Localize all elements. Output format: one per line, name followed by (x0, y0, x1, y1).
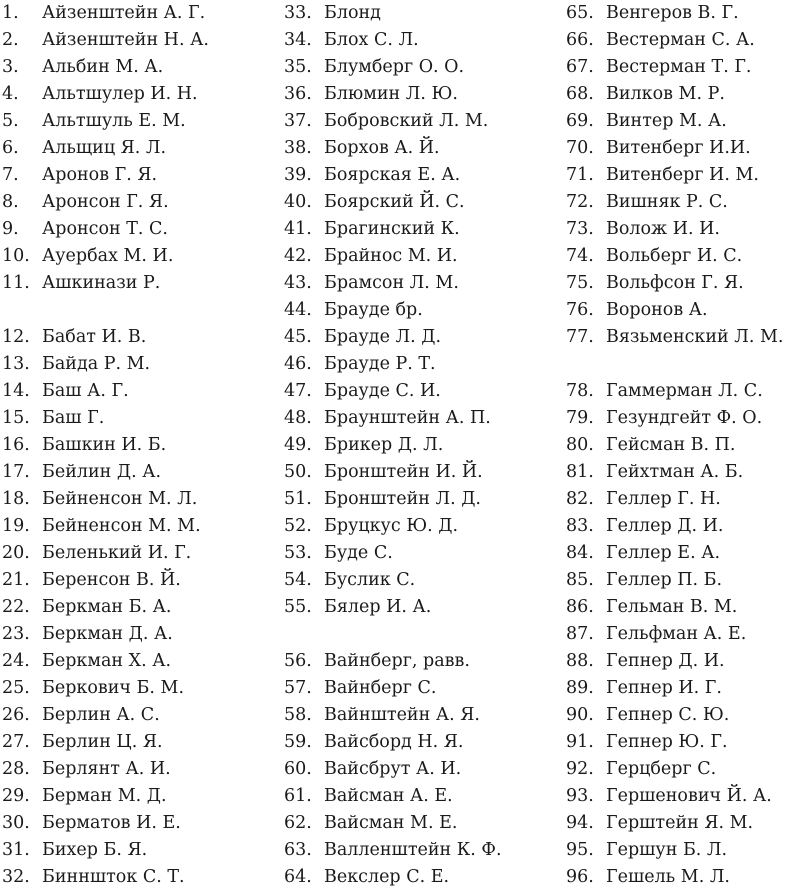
list-item-name: Боярская Е. А. (324, 165, 461, 185)
list-item (566, 324, 783, 351)
list-item (2, 27, 209, 54)
list-item-number: 42. (284, 246, 312, 266)
list-item-number: 25. (2, 678, 30, 698)
list-item-name: Вольберг И. С. (606, 246, 743, 266)
list-item-number: 51. (284, 489, 312, 509)
list-item-name: Бронштейн Л. Д. (324, 489, 481, 509)
list-item-name: Берлин А. С. (42, 705, 160, 725)
list-item-number: 10. (2, 246, 30, 266)
list-item-number: 44. (284, 300, 312, 320)
list-item-number: 94. (566, 813, 594, 833)
list-item (2, 405, 104, 432)
list-item-number: 68. (566, 84, 594, 104)
list-item-name: Блюмин Л. Ю. (324, 84, 458, 104)
list-item-number: 57. (284, 678, 312, 698)
list-item-name: Бруцкус Ю. Д. (324, 516, 459, 536)
list-item (566, 432, 736, 459)
list-item-name: Брикер Д. Л. (324, 435, 444, 455)
list-item (284, 162, 460, 189)
list-item-number: 95. (566, 840, 594, 860)
list-item-name: Гаммерман Л. С. (606, 381, 763, 401)
list-item-name: Беркман Б. А. (42, 597, 172, 617)
list-item (284, 594, 431, 621)
list-item-name: Бинншток С. Т. (42, 867, 185, 887)
list-item-number: 64. (284, 867, 312, 887)
list-item-name: Байда Р. М. (42, 354, 151, 374)
list-item (566, 837, 727, 864)
list-item-name: Берматов И. Е. (42, 813, 181, 833)
list-item-number: 36. (284, 84, 312, 104)
list-item-number: 67. (566, 57, 594, 77)
list-item-number: 87. (566, 624, 594, 644)
list-item (2, 189, 169, 216)
list-item (284, 0, 381, 27)
list-item (284, 54, 464, 81)
list-item-name: Браунштейн А. П. (324, 408, 491, 428)
list-item-number: 60. (284, 759, 312, 779)
list-item (284, 378, 441, 405)
list-item-number: 47. (284, 381, 312, 401)
list-item-name: Вестерман С. А. (606, 30, 755, 50)
list-item-number: 80. (566, 435, 594, 455)
list-item (284, 702, 480, 729)
list-item-name: Беркович Б. М. (42, 678, 185, 698)
list-item-name: Айзенштейн Н. А. (42, 30, 209, 50)
list-item-number: 70. (566, 138, 594, 158)
list-item (566, 216, 720, 243)
list-item-name: Альтшулер И. Н. (42, 84, 198, 104)
list-item (566, 729, 728, 756)
list-item-number: 93. (566, 786, 594, 806)
list-item-number: 92. (566, 759, 594, 779)
list-item-name: Герцберг С. (606, 759, 717, 779)
list-item-number: 28. (2, 759, 30, 779)
list-item-name: Вайсман М. Е. (324, 813, 458, 833)
list-item-number: 30. (2, 813, 30, 833)
list-item (2, 729, 163, 756)
list-item-name: Воронов А. (606, 300, 708, 320)
list-item (566, 297, 708, 324)
list-item-number: 8. (2, 192, 19, 212)
list-item-name: Гейхтман А. Б. (606, 462, 744, 482)
list-item-number: 18. (2, 489, 30, 509)
list-item-name: Альбин М. А. (42, 57, 164, 77)
list-item-number: 63. (284, 840, 312, 860)
list-item (284, 243, 458, 270)
list-item-number: 32. (2, 867, 30, 887)
list-item (284, 270, 459, 297)
list-item-name: Гейсман В. П. (606, 435, 736, 455)
list-item-name: Вязьменский Л. М. (606, 327, 784, 347)
list-item-name: Вайнберг С. (324, 678, 437, 698)
list-item (566, 108, 727, 135)
list-item-number: 15. (2, 408, 30, 428)
list-item-number: 83. (566, 516, 594, 536)
list-item-name: Бихер Б. Я. (42, 840, 148, 860)
list-item-number: 14. (2, 381, 30, 401)
list-item-name: Векслер С. Е. (324, 867, 450, 887)
list-item-number: 58. (284, 705, 312, 725)
list-item-number: 22. (2, 597, 30, 617)
list-item-name: Геллер Г. Н. (606, 489, 721, 509)
list-item-name: Борхов А. Й. (324, 138, 440, 158)
list-item-number: 21. (2, 570, 30, 590)
list-item (2, 621, 173, 648)
list-item (566, 54, 751, 81)
list-item-name: Аронсон Т. С. (42, 219, 168, 239)
list-item (284, 81, 458, 108)
list-item-name: Вестерман Т. Г. (606, 57, 752, 77)
list-item (2, 675, 184, 702)
list-item-name: Брауде Л. Д. (324, 327, 442, 347)
list-item-name: Башкин И. Б. (42, 435, 167, 455)
list-item (2, 459, 161, 486)
list-item-number: 13. (2, 354, 30, 374)
list-item-name: Аронсон Г. Я. (42, 192, 169, 212)
list-item-number: 16. (2, 435, 30, 455)
list-item-name: Вилков М. Р. (606, 84, 725, 104)
list-item-name: Айзенштейн А. Г. (42, 3, 206, 23)
list-item (2, 54, 163, 81)
list-item-number: 2. (2, 30, 19, 50)
list-item-number: 54. (284, 570, 312, 590)
list-item-name: Вайсбрут А. И. (324, 759, 462, 779)
list-item-name: Брайнос М. И. (324, 246, 458, 266)
list-item-number: 46. (284, 354, 312, 374)
list-item-number: 26. (2, 705, 30, 725)
list-item-number: 71. (566, 165, 594, 185)
list-item-number: 61. (284, 786, 312, 806)
list-item (2, 324, 146, 351)
list-item (566, 27, 755, 54)
list-item (566, 162, 759, 189)
list-item-number: 96. (566, 867, 594, 887)
list-item (2, 162, 157, 189)
list-item-number: 59. (284, 732, 312, 752)
list-item (2, 135, 166, 162)
list-item (2, 810, 181, 837)
list-item-name: Боярский Й. С. (324, 192, 465, 212)
list-item (2, 783, 167, 810)
list-item-number: 77. (566, 327, 594, 347)
list-item-name: Блох С. Л. (324, 30, 419, 50)
list-item-name: Буде С. (324, 543, 393, 563)
list-item (566, 675, 722, 702)
list-item-number: 9. (2, 219, 19, 239)
list-item-number: 48. (284, 408, 312, 428)
list-item (2, 567, 181, 594)
list-item-name: Беркман Х. А. (42, 651, 172, 671)
list-item-number: 6. (2, 138, 19, 158)
list-item (566, 621, 746, 648)
list-item (566, 0, 739, 27)
list-item (566, 81, 725, 108)
list-item-name: Брауде бр. (324, 300, 423, 320)
list-item-name: Берлянт А. И. (42, 759, 171, 779)
list-item (566, 270, 744, 297)
list-item-number: 1. (2, 3, 19, 23)
list-item-name: Беркман Д. А. (42, 624, 173, 644)
list-item (566, 486, 721, 513)
list-item (566, 540, 720, 567)
list-item-name: Гельман В. М. (606, 597, 738, 617)
list-item-name: Гепнер Ю. Г. (606, 732, 728, 752)
list-item (566, 189, 728, 216)
list-item-name: Брауде Р. Т. (324, 354, 436, 374)
list-item-name: Берман М. Д. (42, 786, 167, 806)
list-item-name: Вайсман А. Е. (324, 786, 453, 806)
list-item-name: Беленький И. Г. (42, 543, 192, 563)
list-item-number: 37. (284, 111, 312, 131)
list-item-name: Витенберг И. М. (606, 165, 759, 185)
list-item-number: 56. (284, 651, 312, 671)
list-item (566, 756, 716, 783)
list-item-name: Венгеров В. Г. (606, 3, 739, 23)
list-item (2, 594, 171, 621)
list-item (284, 729, 463, 756)
list-item (566, 459, 743, 486)
list-item (284, 405, 491, 432)
list-item (284, 837, 502, 864)
list-item (566, 648, 725, 675)
list-item-number: 49. (284, 435, 312, 455)
list-item-number: 50. (284, 462, 312, 482)
list-item-number: 23. (2, 624, 30, 644)
list-item (566, 135, 751, 162)
list-item-name: Гепнер С. Ю. (606, 705, 730, 725)
list-item (284, 810, 457, 837)
list-item (2, 756, 171, 783)
list-item (2, 378, 129, 405)
list-item-name: Гепнер И. Г. (606, 678, 722, 698)
list-item-number: 5. (2, 111, 19, 131)
list-item-name: Геллер П. Б. (606, 570, 723, 590)
list-item-number: 19. (2, 516, 30, 536)
list-item-name: Бабат И. В. (42, 327, 147, 347)
list-item-number: 38. (284, 138, 312, 158)
list-item-number: 53. (284, 543, 312, 563)
list-item-name: Бейненсон М. Л. (42, 489, 198, 509)
list-item-number: 34. (284, 30, 312, 50)
list-item-name: Гезундгейт Ф. О. (606, 408, 763, 428)
list-item-name: Бялер И. А. (324, 597, 432, 617)
list-item (284, 513, 458, 540)
list-item (2, 108, 186, 135)
list-item (2, 216, 168, 243)
list-item-name: Буслик С. (324, 570, 416, 590)
list-item-name: Волож И. И. (606, 219, 720, 239)
list-item-name: Вайсборд Н. Я. (324, 732, 464, 752)
list-item-number: 91. (566, 732, 594, 752)
list-item-number: 40. (284, 192, 312, 212)
list-item-number: 24. (2, 651, 30, 671)
list-item-number: 12. (2, 327, 30, 347)
list-item-name: Валленштейн К. Ф. (324, 840, 502, 860)
list-item (2, 243, 173, 270)
list-item-name: Вайнберг, равв. (324, 651, 470, 671)
list-item-name: Бейлин Д. А. (42, 462, 162, 482)
list-item-name: Брагинский К. (324, 219, 460, 239)
list-item-name: Альщиц Я. Л. (42, 138, 167, 158)
list-item-name: Вишняк Р. С. (606, 192, 728, 212)
list-item (284, 459, 483, 486)
list-item (284, 351, 436, 378)
list-item-number: 82. (566, 489, 594, 509)
list-item (566, 513, 723, 540)
list-item-name: Берлин Ц. Я. (42, 732, 163, 752)
list-item-number: 74. (566, 246, 594, 266)
list-item-name: Геллер Е. А. (606, 543, 721, 563)
list-item (284, 756, 461, 783)
list-item-name: Гершун Б. Л. (606, 840, 728, 860)
list-item-number: 90. (566, 705, 594, 725)
list-item-name: Брауде С. И. (324, 381, 441, 401)
list-item-number: 39. (284, 165, 312, 185)
list-item-name: Бронштейн И. Й. (324, 462, 483, 482)
list-item (284, 675, 436, 702)
list-item-number: 29. (2, 786, 30, 806)
list-item (566, 702, 729, 729)
list-item-number: 66. (566, 30, 594, 50)
list-item-number: 41. (284, 219, 312, 239)
list-item-number: 76. (566, 300, 594, 320)
list-item-number: 35. (284, 57, 312, 77)
list-item-number: 17. (2, 462, 30, 482)
list-item-number: 4. (2, 84, 19, 104)
list-item (2, 432, 166, 459)
list-item-number: 72. (566, 192, 594, 212)
list-item-name: Винтер М. А. (606, 111, 727, 131)
list-item-name: Гепнер Д. И. (606, 651, 725, 671)
list-item-number: 55. (284, 597, 312, 617)
list-item-name: Гершенович Й. А. (606, 786, 772, 806)
list-item-number: 62. (284, 813, 312, 833)
list-item-number: 69. (566, 111, 594, 131)
list-item-name: Блонд (324, 3, 381, 23)
list-item (2, 81, 198, 108)
list-item (284, 108, 488, 135)
list-item-number: 11. (2, 273, 30, 293)
list-item (2, 702, 160, 729)
list-item-number: 45. (284, 327, 312, 347)
list-item-name: Ауербах М. И. (42, 246, 174, 266)
list-item (566, 405, 762, 432)
list-item-name: Витенберг И.И. (606, 138, 751, 158)
list-item-number: 65. (566, 3, 594, 23)
list-item (2, 0, 205, 27)
list-item (566, 378, 763, 405)
list-item (2, 513, 201, 540)
list-item-name: Альтшуль Е. М. (42, 111, 186, 131)
list-item (2, 486, 197, 513)
list-item (284, 324, 441, 351)
list-item (2, 648, 171, 675)
list-item-number: 79. (566, 408, 594, 428)
list-item (566, 243, 742, 270)
list-item-number: 75. (566, 273, 594, 293)
list-item (2, 540, 191, 567)
list-item-number: 31. (2, 840, 30, 860)
list-item (2, 837, 147, 864)
list-item-number: 43. (284, 273, 312, 293)
list-item (284, 189, 465, 216)
list-item (566, 783, 772, 810)
list-item-number: 27. (2, 732, 30, 752)
list-item-name: Баш А. Г. (42, 381, 129, 401)
list-item (284, 567, 415, 594)
list-item (2, 864, 185, 891)
list-item-number: 78. (566, 381, 594, 401)
list-item-number: 3. (2, 57, 19, 77)
list-item-name: Вайнштейн А. Я. (324, 705, 480, 725)
list-item-name: Бейненсон М. М. (42, 516, 201, 536)
list-item-name: Герштейн Я. М. (606, 813, 754, 833)
list-item (284, 27, 419, 54)
list-item (2, 351, 150, 378)
list-item-name: Вольфсон Г. Я. (606, 273, 744, 293)
list-item (566, 567, 722, 594)
list-item (284, 864, 449, 891)
list-item-number: 84. (566, 543, 594, 563)
list-item (284, 297, 423, 324)
list-item (566, 864, 730, 891)
list-item-number: 85. (566, 570, 594, 590)
list-item-name: Брамсон Л. М. (324, 273, 459, 293)
list-item (284, 783, 453, 810)
list-item (2, 270, 160, 297)
list-item (284, 135, 440, 162)
list-item (284, 540, 393, 567)
list-item-number: 7. (2, 165, 19, 185)
list-item-number: 88. (566, 651, 594, 671)
list-item-number: 33. (284, 3, 312, 23)
list-item (566, 810, 753, 837)
list-item (284, 486, 481, 513)
list-item-number: 89. (566, 678, 594, 698)
list-item-name: Гешель М. Л. (606, 867, 730, 887)
list-item-number: 52. (284, 516, 312, 536)
list-item (566, 594, 737, 621)
list-item-name: Гельфман А. Е. (606, 624, 747, 644)
list-item (284, 432, 443, 459)
list-item (284, 216, 460, 243)
list-item-number: 81. (566, 462, 594, 482)
list-item-name: Аронов Г. Я. (42, 165, 158, 185)
list-item-name: Баш Г. (42, 408, 105, 428)
list-item (284, 648, 470, 675)
list-item-name: Ашкинази Р. (42, 273, 161, 293)
list-item-name: Геллер Д. И. (606, 516, 724, 536)
list-item-number: 73. (566, 219, 594, 239)
list-item-number: 20. (2, 543, 30, 563)
list-item-name: Блумберг О. О. (324, 57, 465, 77)
list-item-name: Бобровский Л. М. (324, 111, 489, 131)
list-item-name: Беренсон В. Й. (42, 570, 181, 590)
list-item-number: 86. (566, 597, 594, 617)
